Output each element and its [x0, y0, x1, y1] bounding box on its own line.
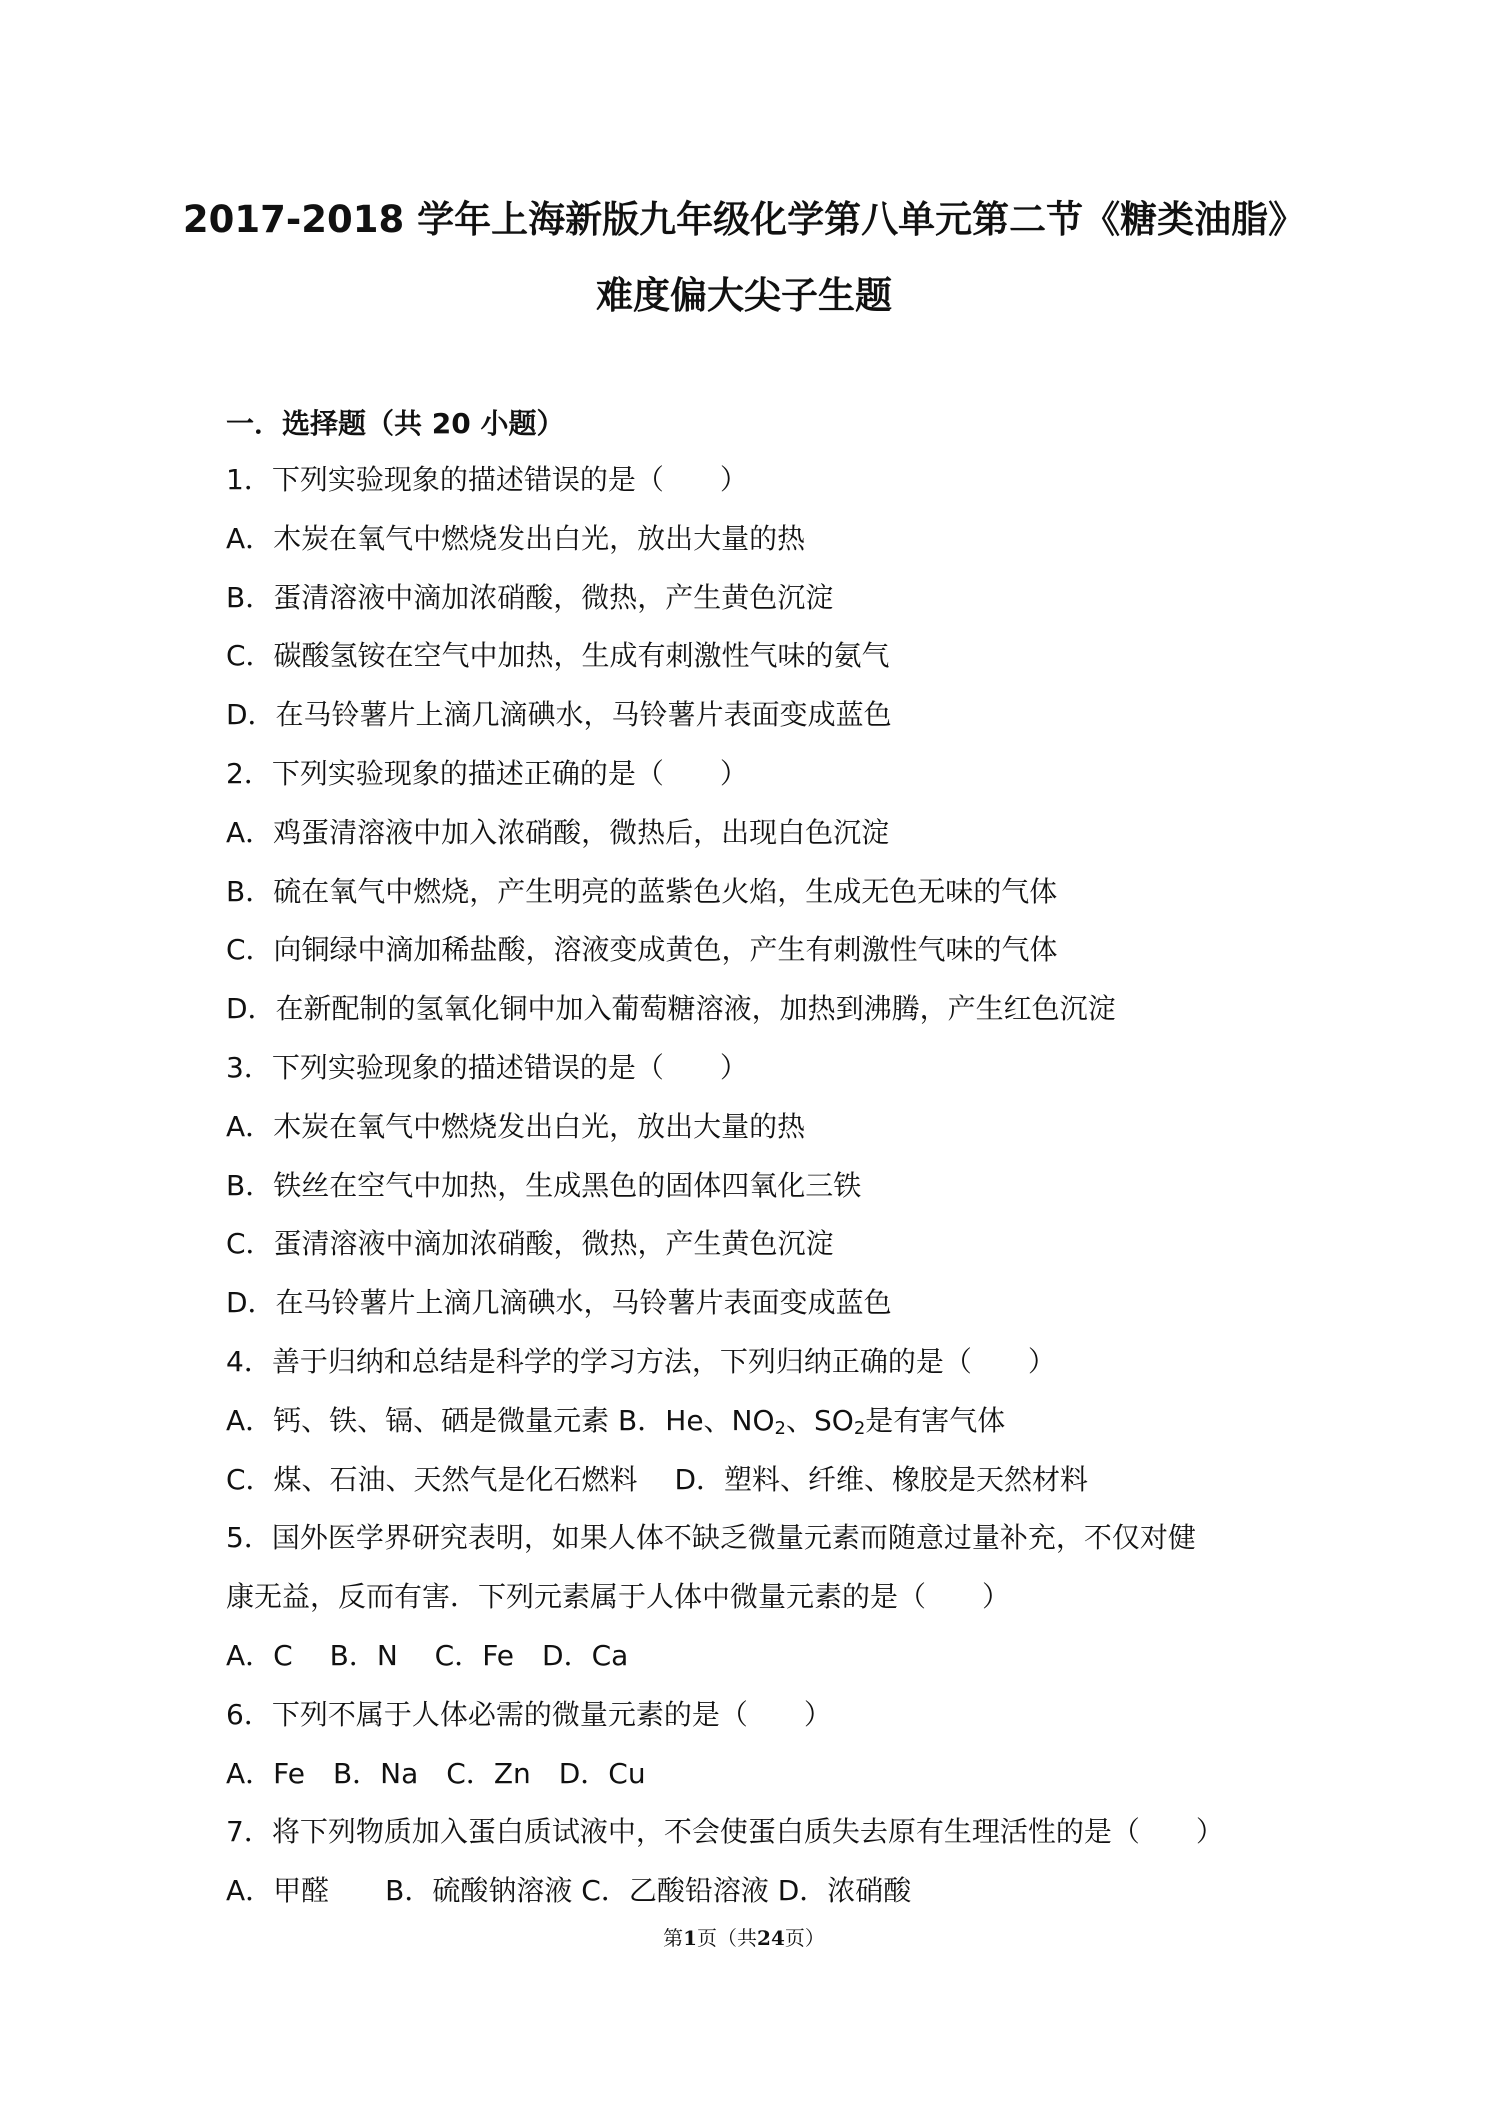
- question-line: C．碳酸氢铵在空气中加热，生成有刺激性气味的氨气: [226, 639, 890, 673]
- question-line: C．向铜绿中滴加稀盐酸，溶液变成黄色，产生有刺激性气味的气体: [226, 933, 1058, 967]
- question-line: D．在马铃薯片上滴几滴碘水，马铃薯片表面变成蓝色: [226, 698, 892, 732]
- question-line: 7．将下列物质加入蛋白质试液中，不会使蛋白质失去原有生理活性的是（ ）: [226, 1815, 1224, 1849]
- question-line: 6．下列不属于人体必需的微量元素的是（ ）: [226, 1697, 832, 1731]
- section-heading: 一．选择题（共 20 小题）: [226, 407, 565, 440]
- q4-subscript-1: 2: [774, 1417, 786, 1439]
- question-line: B．蛋清溶液中滴加浓硝酸，微热，产生黄色沉淀: [226, 580, 834, 614]
- q4-option-end-text: 是有害气体: [865, 1403, 1006, 1437]
- q4-option-a-text: A．钙、铁、镉、硒是微量元素 B．He、NO: [226, 1403, 775, 1437]
- q4-option-mid-text: 、SO: [785, 1403, 854, 1437]
- footer-middle: 页（共: [697, 1926, 758, 1950]
- q4-subscript-2: 2: [853, 1417, 866, 1439]
- page-footer: [0, 1924, 1488, 1952]
- question-line: A．甲醛 B．硫酸钠溶液 C．乙酸铅溶液 D．浓硝酸: [226, 1874, 912, 1908]
- question-line: C．煤、石油、天然气是化石燃料 D．塑料、纤维、橡胶是天然材料: [226, 1462, 1089, 1496]
- question-line: 康无益，反而有害．下列元素属于人体中微量元素的是（ ）: [226, 1580, 1011, 1614]
- footer-page-number: 1: [683, 1926, 698, 1950]
- question-line: A．鸡蛋清溶液中加入浓硝酸，微热后，出现白色沉淀: [226, 815, 890, 849]
- question-line: 5．国外医学界研究表明，如果人体不缺乏微量元素而随意过量补充，不仅对健: [226, 1521, 1196, 1555]
- question-line: A．Fe B．Na C．Zn D．Cu: [226, 1756, 646, 1790]
- footer-prefix: 第: [663, 1926, 684, 1950]
- question-line: A．C B．N C．Fe D．Ca: [226, 1638, 629, 1672]
- document-title-line-1: 2017-2018 学年上海新版九年级化学第八单元第二节《糖类油脂》: [182, 198, 1306, 241]
- question-line: A．木炭在氧气中燃烧发出白光，放出大量的热: [226, 1109, 806, 1143]
- question-list: [226, 460, 1286, 1930]
- footer-suffix: 页）: [784, 1926, 825, 1950]
- question-line: C．蛋清溶液中滴加浓硝酸，微热，产生黄色沉淀: [226, 1227, 834, 1261]
- question-line: D．在马铃薯片上滴几滴碘水，马铃薯片表面变成蓝色: [226, 1286, 892, 1320]
- question-line: 2．下列实验现象的描述正确的是（ ）: [226, 756, 748, 790]
- question-line: 3．下列实验现象的描述错误的是（ ）: [226, 1050, 748, 1084]
- document-title-line-2: 难度偏大尖子生题: [596, 274, 892, 317]
- question-line: B．铁丝在空气中加热，生成黑色的固体四氧化三铁: [226, 1168, 862, 1202]
- question-line: B．硫在氧气中燃烧，产生明亮的蓝紫色火焰，生成无色无味的气体: [226, 874, 1058, 908]
- question-line: A．木炭在氧气中燃烧发出白光，放出大量的热: [226, 521, 806, 555]
- question-line: 1．下列实验现象的描述错误的是（ ）: [226, 463, 748, 496]
- footer-page-total: 24: [757, 1926, 785, 1950]
- question-line: D．在新配制的氢氧化铜中加入葡萄糖溶液，加热到沸腾，产生红色沉淀: [226, 992, 1116, 1026]
- question-line: 4．善于归纳和总结是科学的学习方法，下列归纳正确的是（ ）: [226, 1344, 1056, 1378]
- question-line-q4-options-ab: [226, 1401, 1286, 1460]
